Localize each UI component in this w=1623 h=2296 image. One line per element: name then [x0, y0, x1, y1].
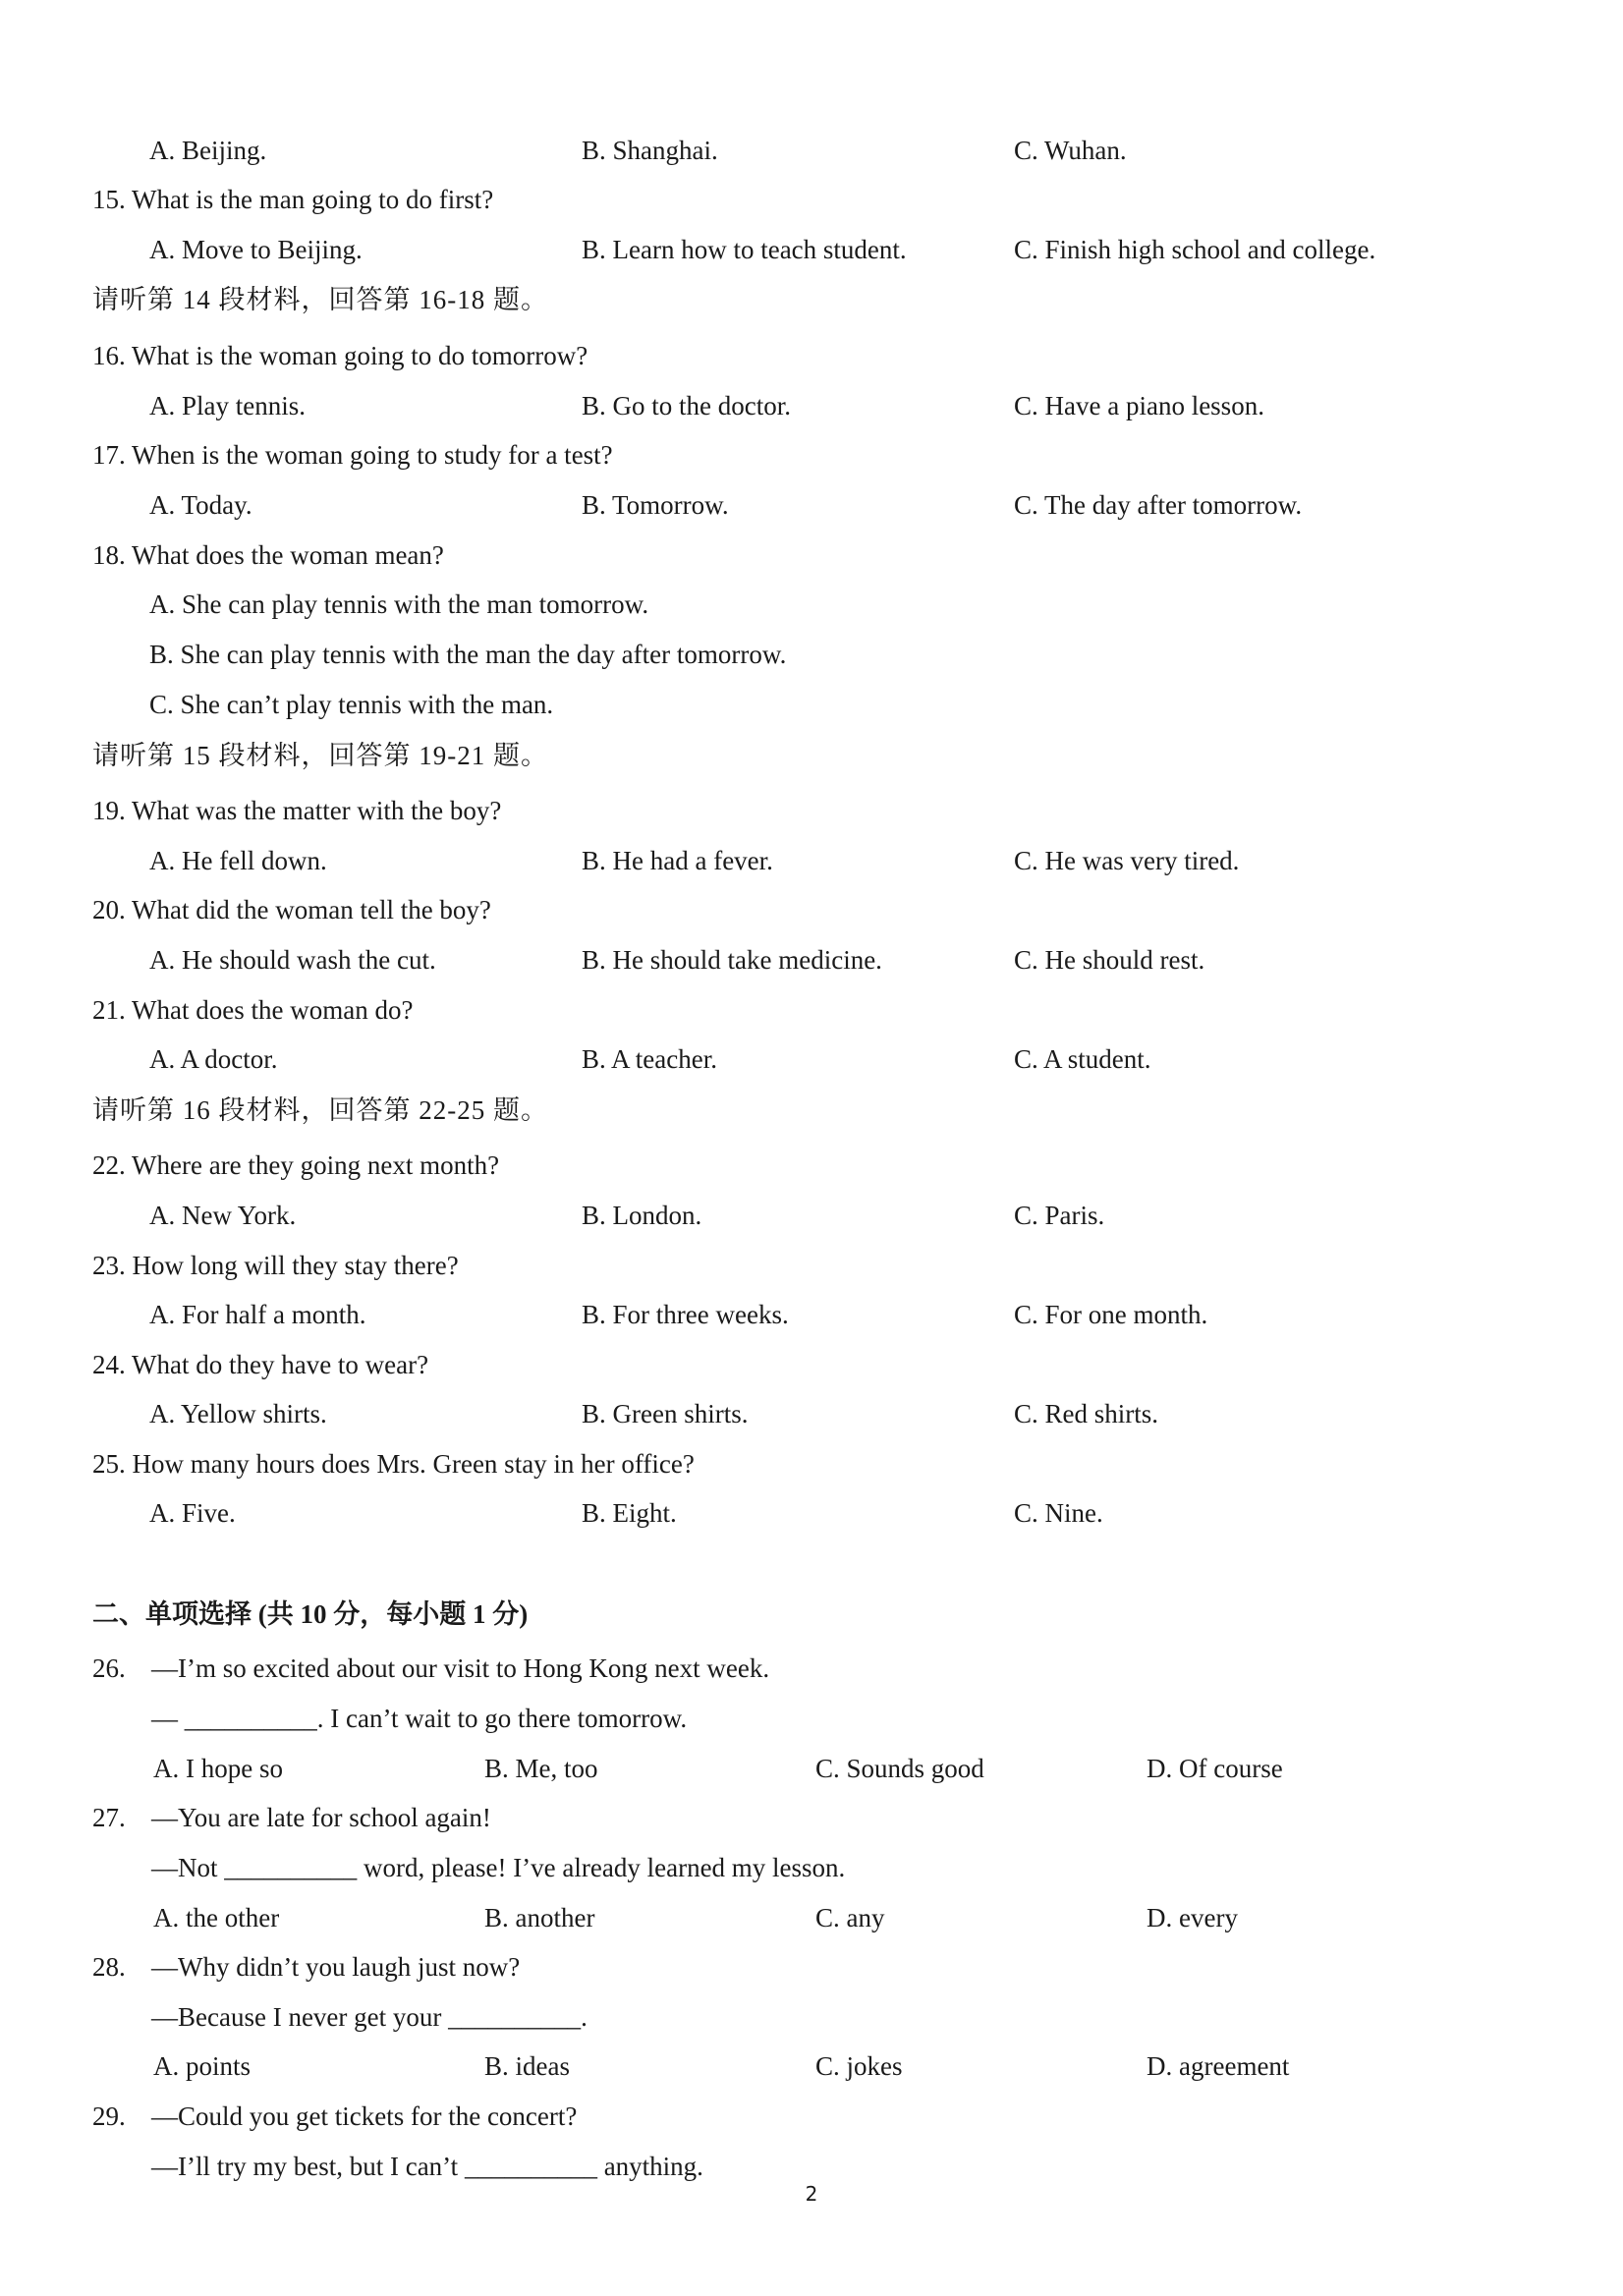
- question-20-options: [0, 935, 1623, 984]
- question-15-options: [0, 225, 1623, 274]
- option-a: A. Today.: [149, 490, 252, 520]
- option-a: A. Move to Beijing.: [149, 235, 363, 264]
- option-a: A. the other: [153, 1903, 280, 1932]
- question-text: 20. What did the woman tell the boy?: [92, 895, 491, 924]
- option-c: C. Finish high school and college.: [1014, 235, 1376, 264]
- option-b: B. another: [484, 1903, 595, 1932]
- question-18-option-a: [0, 580, 1623, 629]
- question-text: 17. When is the woman going to study for a test?: [92, 440, 613, 470]
- listening-instruction: 请听第 14 段材料，回答第 16-18 题。: [92, 285, 548, 314]
- option-a: A. She can play tennis with the man tomorrow.: [149, 589, 649, 619]
- question-21: [0, 985, 1623, 1035]
- option-a: A. He should wash the cut.: [149, 945, 436, 975]
- question-27: [0, 1793, 1623, 1842]
- option-c: C. Nine.: [1014, 1498, 1103, 1528]
- question-26-options: [0, 1744, 1623, 1793]
- question-line-2: — __________. I can’t wait to go there tomorrow.: [151, 1704, 688, 1733]
- question-25-options: [0, 1488, 1623, 1538]
- question-28-options: [0, 2042, 1623, 2091]
- option-b: B. A teacher.: [582, 1044, 717, 1074]
- option-c: C. He was very tired.: [1014, 846, 1240, 875]
- question-text: 25. How many hours does Mrs. Green stay in her office?: [92, 1449, 695, 1479]
- question-line-2: —I’ll try my best, but I can’t __________ anything.: [151, 2152, 703, 2181]
- question-18-option-c: [0, 680, 1623, 729]
- option-c: C. She can’t play tennis with the man.: [149, 690, 554, 719]
- option-c: C. The day after tomorrow.: [1014, 490, 1303, 520]
- listening-instruction: 请听第 15 段材料，回答第 19-21 题。: [92, 741, 548, 770]
- question-19: [0, 786, 1623, 835]
- question-23-options: [0, 1290, 1623, 1339]
- question-19-options: [0, 836, 1623, 885]
- question-15: [0, 175, 1623, 224]
- question-line-1: —Could you get tickets for the concert?: [151, 2101, 578, 2131]
- question-28: [0, 1942, 1623, 1991]
- question-17-options: [0, 480, 1623, 530]
- question-20: [0, 885, 1623, 934]
- question-25: [0, 1439, 1623, 1488]
- option-a: A. I hope so: [153, 1754, 283, 1783]
- page-number: 2: [805, 2182, 818, 2206]
- section-2-title: [0, 1590, 1623, 1639]
- option-c: C. Wuhan.: [1014, 136, 1127, 165]
- question-line-1: —You are late for school again!: [151, 1803, 491, 1832]
- question-27-line-2: [0, 1843, 1623, 1892]
- option-c: C. any: [815, 1903, 885, 1932]
- section-header-16: [0, 1086, 1623, 1135]
- question-number: 26.: [92, 1653, 126, 1683]
- option-d: D. every: [1147, 1903, 1238, 1932]
- question-line-2: —Because I never get your __________.: [151, 2002, 588, 2032]
- question-22: [0, 1141, 1623, 1190]
- option-a: A. For half a month.: [149, 1300, 366, 1329]
- option-a: A. A doctor.: [149, 1044, 278, 1074]
- question-text: 15. What is the man going to do first?: [92, 185, 494, 214]
- option-a: A. New York.: [149, 1201, 297, 1230]
- option-b: B. For three weeks.: [582, 1300, 789, 1329]
- option-c: C. He should rest.: [1014, 945, 1205, 975]
- option-d: D. agreement: [1147, 2051, 1290, 2081]
- option-b: B. She can play tennis with the man the day after tomorrow.: [149, 640, 787, 669]
- option-c: C. jokes: [815, 2051, 903, 2081]
- question-line-1: —Why didn’t you laugh just now?: [151, 1952, 521, 1982]
- question-23: [0, 1241, 1623, 1290]
- question-number: 29.: [92, 2101, 126, 2131]
- question-28-line-2: [0, 1992, 1623, 2042]
- section-header-14: [0, 275, 1623, 324]
- question-16: [0, 331, 1623, 380]
- option-c: C. Paris.: [1014, 1201, 1105, 1230]
- option-a: A. Five.: [149, 1498, 236, 1528]
- option-a: A. He fell down.: [149, 846, 327, 875]
- question-27-options: [0, 1893, 1623, 1942]
- option-a: A. Yellow shirts.: [149, 1399, 327, 1428]
- q14-options: [0, 126, 1623, 175]
- option-b: B. Go to the doctor.: [582, 391, 791, 420]
- option-b: B. Green shirts.: [582, 1399, 749, 1428]
- option-b: B. Learn how to teach student.: [582, 235, 907, 264]
- question-text: 19. What was the matter with the boy?: [92, 796, 502, 825]
- question-text: 21. What does the woman do?: [92, 995, 414, 1025]
- option-b: B. Shanghai.: [582, 136, 718, 165]
- option-b: B. Tomorrow.: [582, 490, 729, 520]
- question-17: [0, 430, 1623, 479]
- option-c: C. Red shirts.: [1014, 1399, 1159, 1428]
- question-text: 18. What does the woman mean?: [92, 540, 444, 570]
- question-text: 16. What is the woman going to do tomorrow?: [92, 341, 588, 370]
- question-18: [0, 531, 1623, 580]
- option-b: B. He had a fever.: [582, 846, 773, 875]
- option-b: B. ideas: [484, 2051, 570, 2081]
- question-number: 28.: [92, 1952, 126, 1982]
- question-26-line-2: [0, 1694, 1623, 1743]
- question-number: 27.: [92, 1803, 126, 1832]
- question-text: 24. What do they have to wear?: [92, 1350, 429, 1379]
- question-24-options: [0, 1389, 1623, 1438]
- option-d: D. Of course: [1147, 1754, 1283, 1783]
- question-22-options: [0, 1191, 1623, 1240]
- option-b: B. Eight.: [582, 1498, 677, 1528]
- section-title: 二、单项选择 (共 10 分，每小题 1 分): [92, 1599, 529, 1629]
- question-26: [0, 1644, 1623, 1693]
- question-text: 23. How long will they stay there?: [92, 1251, 459, 1280]
- question-18-option-b: [0, 630, 1623, 679]
- option-a: A. Play tennis.: [149, 391, 306, 420]
- question-text: 22. Where are they going next month?: [92, 1150, 500, 1180]
- option-b: B. He should take medicine.: [582, 945, 882, 975]
- option-c: C. Have a piano lesson.: [1014, 391, 1264, 420]
- question-16-options: [0, 381, 1623, 430]
- question-21-options: [0, 1035, 1623, 1084]
- option-c: C. For one month.: [1014, 1300, 1208, 1329]
- option-c: C. A student.: [1014, 1044, 1151, 1074]
- question-line-1: —I’m so excited about our visit to Hong Kong next week.: [151, 1653, 770, 1683]
- option-b: B. London.: [582, 1201, 702, 1230]
- question-29: [0, 2092, 1623, 2141]
- option-a: A. Beijing.: [149, 136, 267, 165]
- listening-instruction: 请听第 16 段材料，回答第 22-25 题。: [92, 1095, 548, 1125]
- option-c: C. Sounds good: [815, 1754, 984, 1783]
- option-a: A. points: [153, 2051, 252, 2081]
- question-24: [0, 1340, 1623, 1389]
- question-line-2: —Not __________ word, please! I’ve already learned my lesson.: [151, 1853, 846, 1882]
- option-b: B. Me, too: [484, 1754, 598, 1783]
- section-header-15: [0, 731, 1623, 780]
